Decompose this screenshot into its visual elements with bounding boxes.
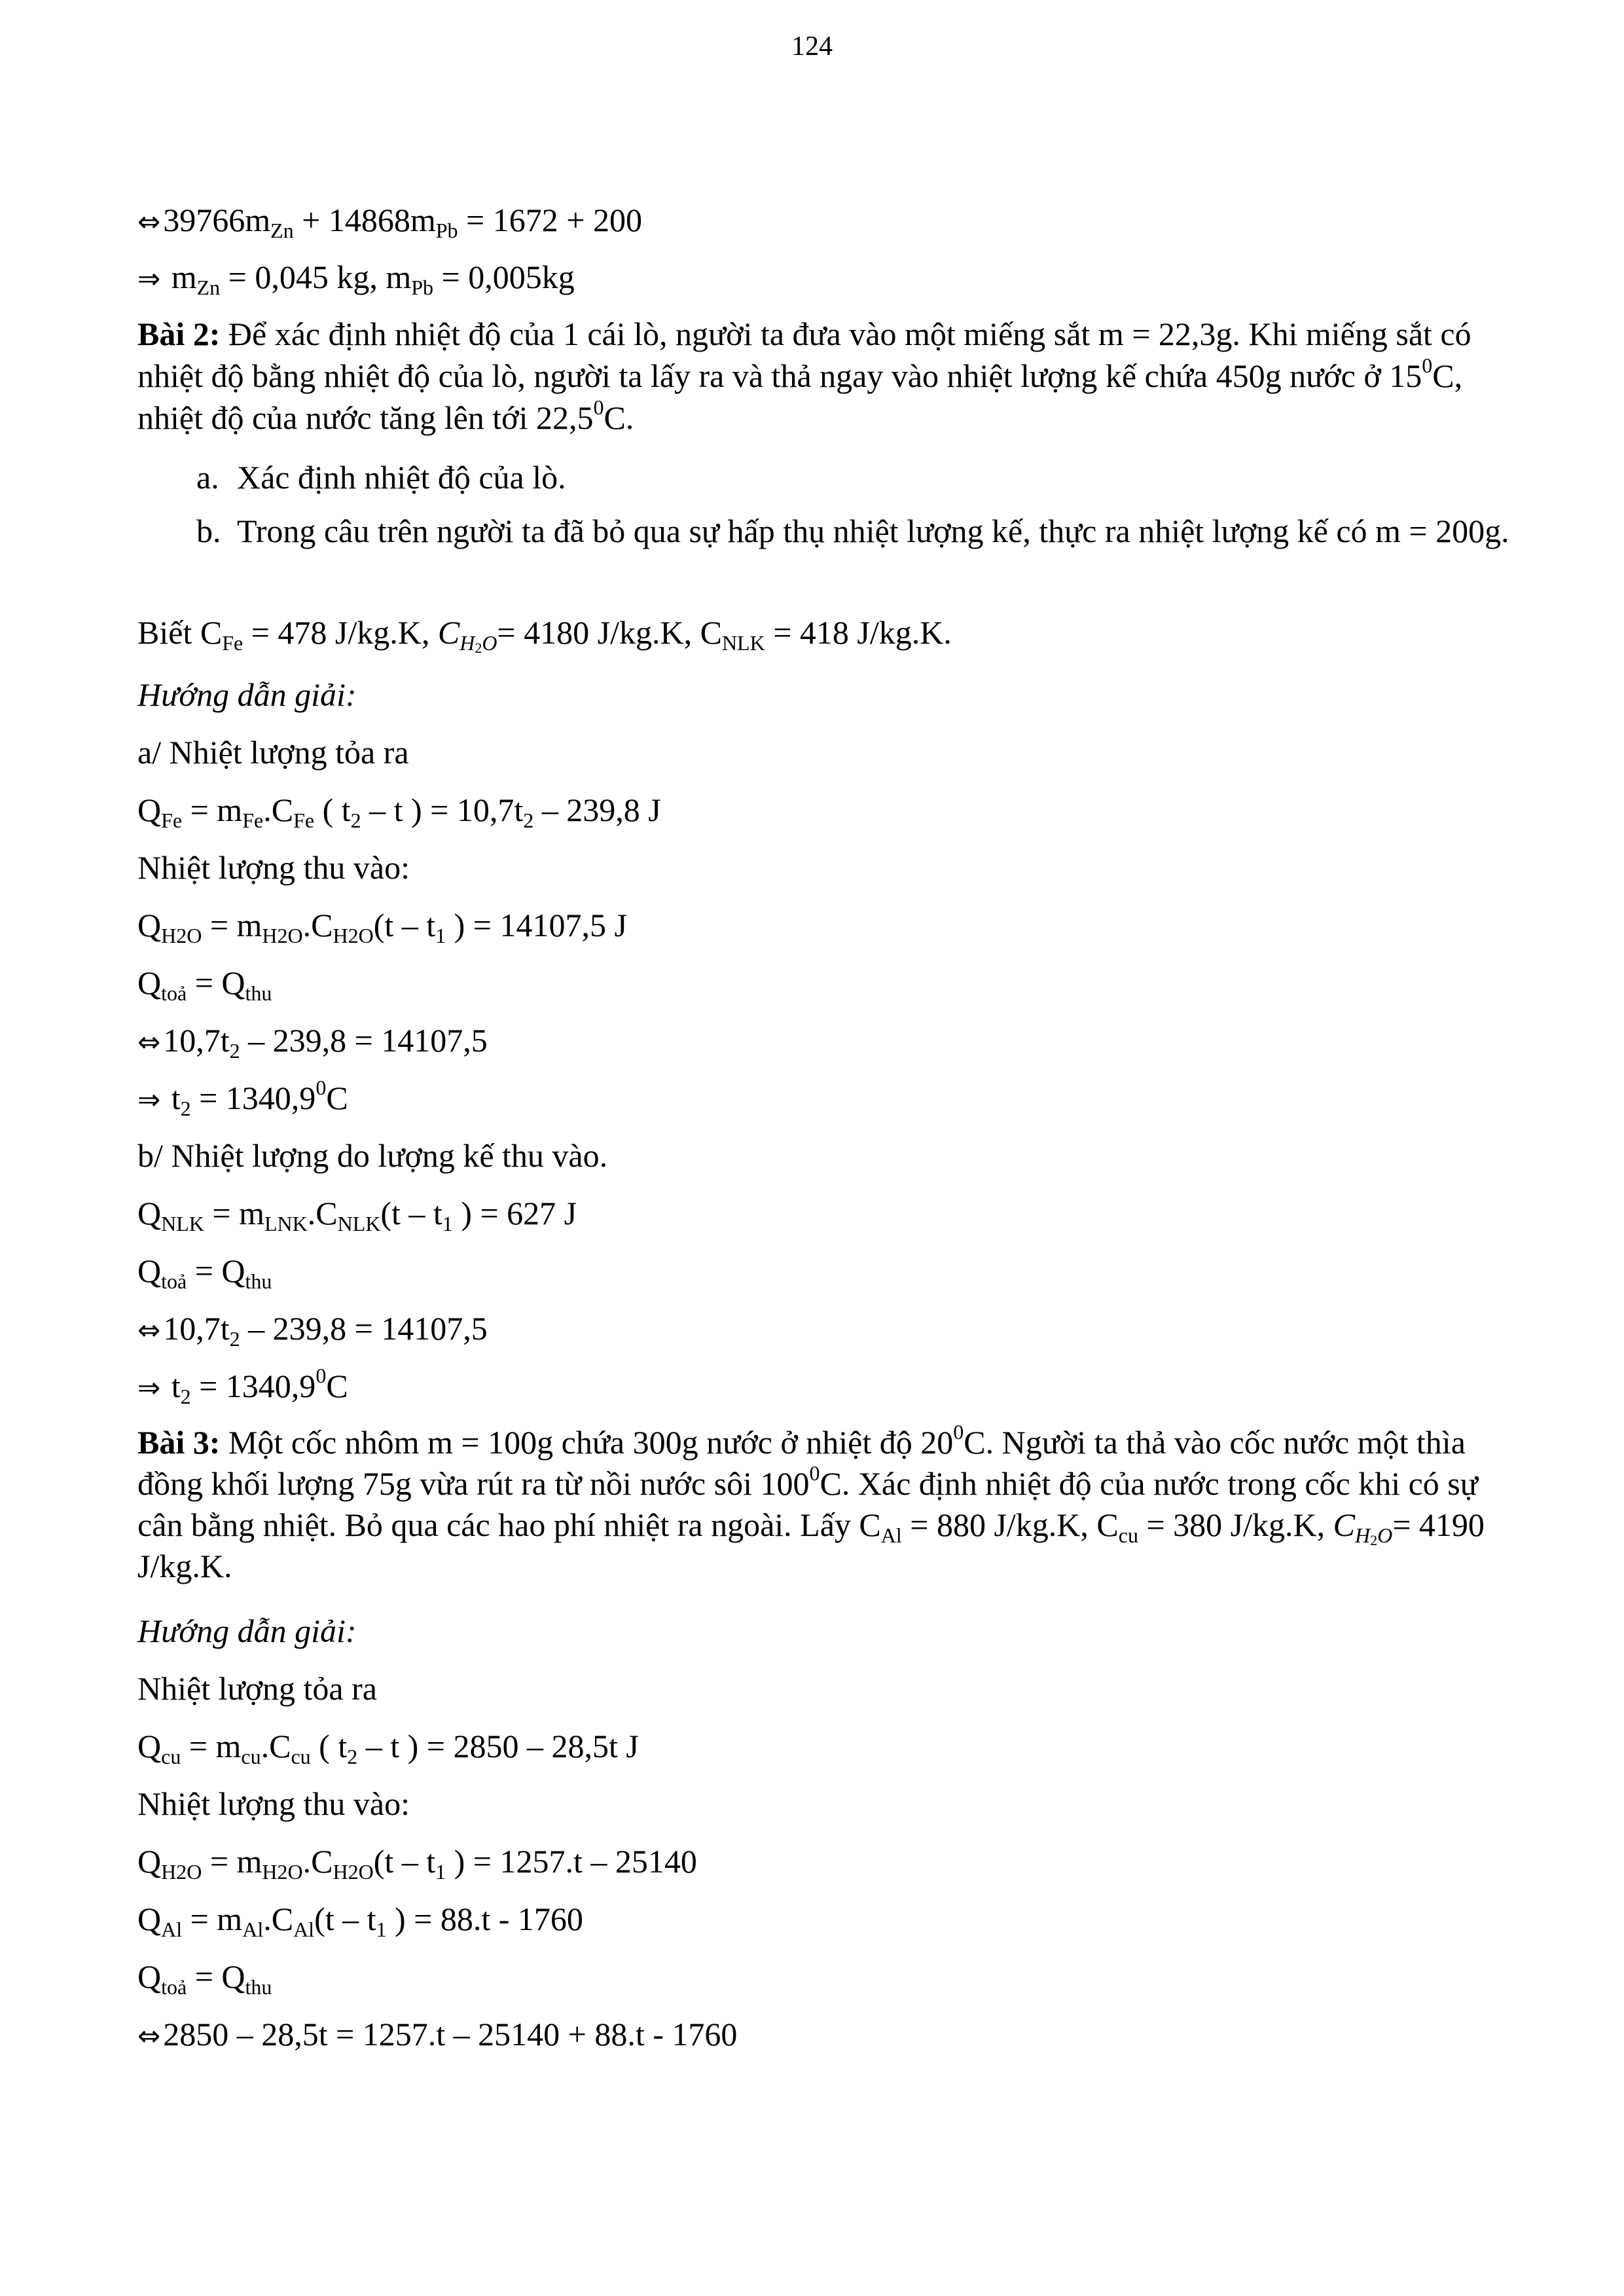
solution-heading: Hướng dẫn giải: bbox=[137, 676, 357, 713]
equation-line: $\Leftrightarrow 10,7t_2 - 239,8 = 14107,5$ bbox=[137, 1022, 488, 1063]
implies-icon: ⇒ bbox=[137, 263, 161, 295]
equation-line: $Q_{Al} = m_{Al}.C_{Al}(t - t_1$ ) = 88.t - 1760 bbox=[137, 1901, 583, 1941]
equation-line: $Q_{Fe} = m_{Fe}.C_{Fe}$ ( $t_2$ – t ) = $10,7t_2 - 239,8$ J bbox=[137, 792, 661, 832]
given-constants: Biết $C_{Fe} = 478$ J/kg.K, $C_{H2O}= 4180$ J/kg.K, $C_{NLK} = 418$ J/kg.K. bbox=[137, 614, 952, 656]
section-heading: b/ Nhiệt lượng do lượng kế thu vào. bbox=[137, 1137, 608, 1174]
problem-label: Bài 3: bbox=[137, 1424, 221, 1461]
equation-line: ⇒ $m_{Zn} = 0,045$ kg, $m_{Pb} = 0,005kg$ bbox=[137, 259, 575, 299]
equation-line: $Q_{H2O} = m_{H2O}.C_{H2O}(t - t_1$ ) = 1257.t – 25140 bbox=[137, 1843, 697, 1884]
equivalence-icon: ⇔ bbox=[137, 1314, 161, 1346]
equation-line: $Q_{toả} = Q_{thu}$ bbox=[137, 1958, 272, 1999]
text-line: Nhiệt lượng tỏa ra bbox=[137, 1670, 377, 1707]
equation-line: $\Leftrightarrow 10,7t_2 - 239,8 = 14107,5$ bbox=[137, 1310, 488, 1351]
equation-line: $Q_{toả} = Q_{thu}$ bbox=[137, 1252, 272, 1293]
text-line: Nhiệt lượng thu vào: bbox=[137, 849, 410, 886]
problem-3-statement: Bài 3: Một cốc nhôm m = 100g chứa 300g nước ở nhiệt độ $20^0C$. Người ta thả vào cốc nước một thìa đồng khối lượng 75g vừa rút ra từ nồi nước sôi $100^0C$. Xác định nhiệt độ của nước trong cốc khi có sự cân bằng nhiệt. Bỏ qua các hao phí nhiệt ra ngoài. Lấy $C_{Al} = 880$ J/kg.K, $C_{cu} = 380$ J/kg.K, $C_{H2O}= 4190$ J/kg.K. bbox=[137, 1420, 1485, 1584]
problem-label: Bài 2: bbox=[137, 316, 221, 352]
equation-line: $Q_{NLK} = m_{LNK}.C_{NLK}(t - t_1$ ) = 627 J bbox=[137, 1195, 577, 1235]
implies-icon: ⇒ bbox=[137, 1084, 161, 1116]
equation-line: ⇒ $t_2 = 1340,9^0C$ bbox=[137, 1364, 348, 1408]
equivalence-icon: ⇔ bbox=[137, 1026, 161, 1058]
equation-line: $Q_{H2O} = m_{H2O}.C_{H2O}(t - t_1$ ) = 14107,5 J bbox=[137, 907, 627, 947]
equivalence-icon: ⇔ bbox=[137, 206, 161, 238]
page-number: 124 bbox=[791, 31, 833, 62]
section-heading: a/ Nhiệt lượng tỏa ra bbox=[137, 734, 409, 771]
equation-line: ⇒ $t_2 = 1340,9^0C$ bbox=[137, 1076, 348, 1120]
solution-heading: Hướng dẫn giải: bbox=[137, 1613, 357, 1649]
problem-2-statement: Bài 2: Để xác định nhiệt độ của 1 cái lò, người ta đưa vào một miếng sắt m = 22,3g. Khi miếng sắt có nhiệt độ bằng nhiệt độ của lò, người ta lấy ra và thả ngay vào nhiệt lượng kế chứa 450g nước ở $15^0C$, nhiệt độ của nước tăng lên tới 22,5$^0$C. bbox=[137, 316, 1471, 436]
equation-line: $Q_{cu} = m_{cu}.C_{cu}$ ( $t_2$ – t ) = 2850 – 28,5t J bbox=[137, 1728, 639, 1768]
text-line: Nhiệt lượng thu vào: bbox=[137, 1785, 410, 1822]
equation-line: $Q_{toả} = Q_{thu}$ bbox=[137, 964, 272, 1005]
implies-icon: ⇒ bbox=[137, 1372, 161, 1404]
equation-line: ⇔2850 – 28,5t = 1257.t – 25140 + 88.t - 1760 bbox=[137, 2016, 738, 2052]
document-page: 124 $\Leftrightarrow 39766m_{Zn} + 14868m_{Pb} = 1672 + 200$ ⇒ $m_{Zn} = 0,045$ kg, $m_{Pb} = 0,005kg$ Bài 2: Để xác định nhiệt độ của 1 cái lò, người ta đưa vào một miếng sắt m = 22,3g. Khi miếng sắt có nhiệt độ bằng nhiệt độ của lò, người ta lấy ra và thả ngay vào nhiệt lượng kế chứa 450g nước ở $15^0C$, nhiệt độ của nước tăng lên tới 22,5$^0$C. a. Xác định nhiệt độ của lò. b. Trong câu trên người ta đã bỏ qua sự hấp thụ nhiệt lượng kế, thực ra nhiệt lượng kế có m = 200g. Biết $C_{Fe} = 478$ J/kg.K, $C_{H2O}= 4180$ J/kg.K, $C_{NLK} = 418$ J/kg.K. Hướng dẫn giải: a/ Nhiệt lượng tỏa ra $Q_{Fe} = m_{Fe}.C_{Fe}$ ( $t_2$ – t ) = $10,7t_2 - 239,8$ J Nhiệt lượng thu vào: $Q_{H2O} = m_{H2O}.C_{H2O}(t - t_1$ ) = 14107,5 J $Q_{toả} = Q_{thu}$ $\Leftrightarrow 10,7t_2 - 239,8 = 14107,5$ ⇒ $t_2 = 1340,9^0C$ b/ Nhiệt lượng do lượng kế thu vào. $Q_{NLK} = m_{LNK}.C_{NLK}(t - t_1$ ) = 627 J $Q_{toả} = Q_{thu}$ $\Leftrightarrow 10,7t_2 - 239,8 = 14107,5$ ⇒ $t_2 = 1340,9^0C$ Bài 3: Một cốc nhôm m = 100g chứa 300g nước ở nhiệt độ $20^0C$. Người ta thả vào cốc nước một thìa đồng khối lượng 75g vừa rút ra từ nồi nước sôi $100^0C$. Xác định nhiệt độ của nước trong cốc khi có sự cân bằng nhiệt. Bỏ qua các hao phí nhiệt ra ngoài. Lấy $C_{Al} = 880$ J/kg.K, $C_{cu} = 380$ J/kg.K, $C_{H2O}= 4190$ J/kg.K. Hướng dẫn giải: Nhiệt lượng tỏa ra $Q_{cu} = m_{cu}.C_{cu}$ ( $t_2$ – t ) = 2850 – 28,5t J Nhiệt lượng thu vào: $Q_{H2O} = m_{H2O}.C_{H2O}(t - t_1$ ) = 1257.t – 25140 $Q_{Al} = m_{Al}.C_{Al}(t - t_1$ ) = 88.t - 1760 $Q_{toả} = Q_{thu}$ ⇔2850 – 28,5t = 1257.t – 25140 + 88.t - 1760 bbox=[0, 0, 1624, 2296]
equivalence-icon: ⇔ bbox=[137, 2020, 161, 2052]
equation-line: $\Leftrightarrow 39766m_{Zn} + 14868m_{Pb} = 1672 + 200$ bbox=[137, 202, 642, 242]
